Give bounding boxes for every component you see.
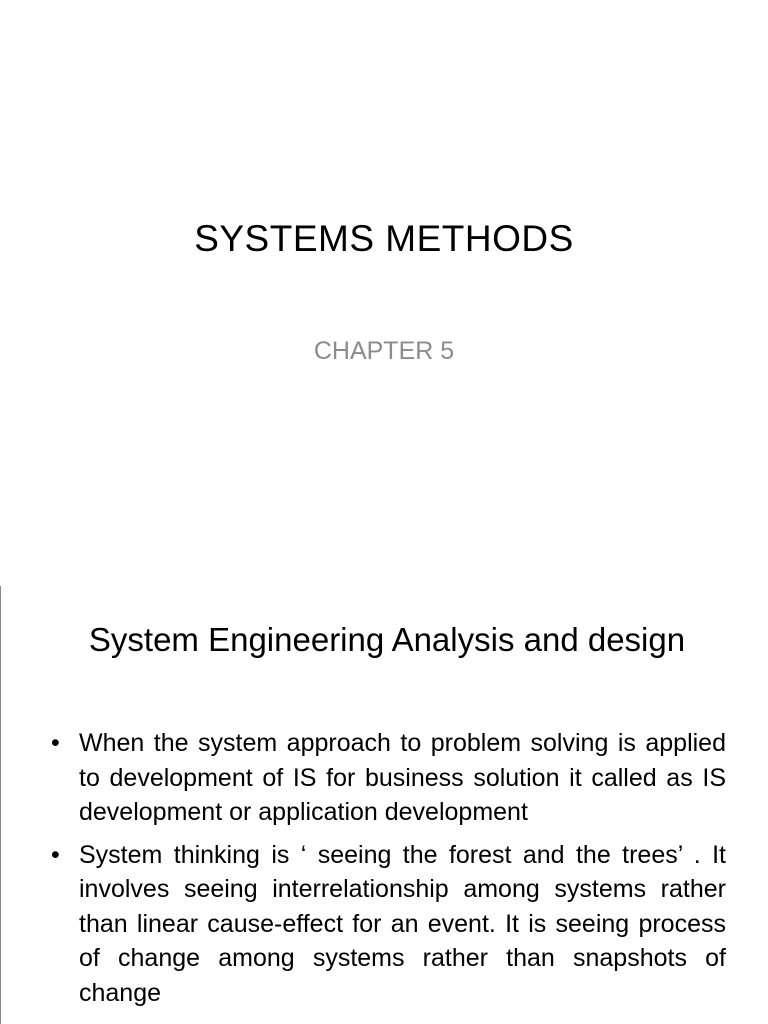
chapter-subtitle: CHAPTER 5 bbox=[313, 337, 455, 365]
bullet-icon: • bbox=[51, 840, 60, 869]
bullet-text: When the system approach to problem solving is applied to development of IS for business solution it called as IS development or application development bbox=[79, 729, 726, 826]
slide-heading: System Engineering Analysis and design bbox=[88, 621, 686, 658]
bullet-list bbox=[46, 726, 726, 1018]
presentation-title: SYSTEMS METHODS bbox=[194, 218, 574, 259]
bullet-text: System thinking is ‘ seeing the forest and the trees’ . It involves seeing interrelationship among systems rather than linear cause-effect for an event. It is seeing process of change among systems rather than snapshots of change bbox=[79, 840, 726, 1007]
bullet-item bbox=[46, 726, 726, 830]
slide-content bbox=[0, 586, 768, 1024]
bullet-item bbox=[46, 838, 726, 1011]
bullet-icon: • bbox=[51, 729, 60, 757]
